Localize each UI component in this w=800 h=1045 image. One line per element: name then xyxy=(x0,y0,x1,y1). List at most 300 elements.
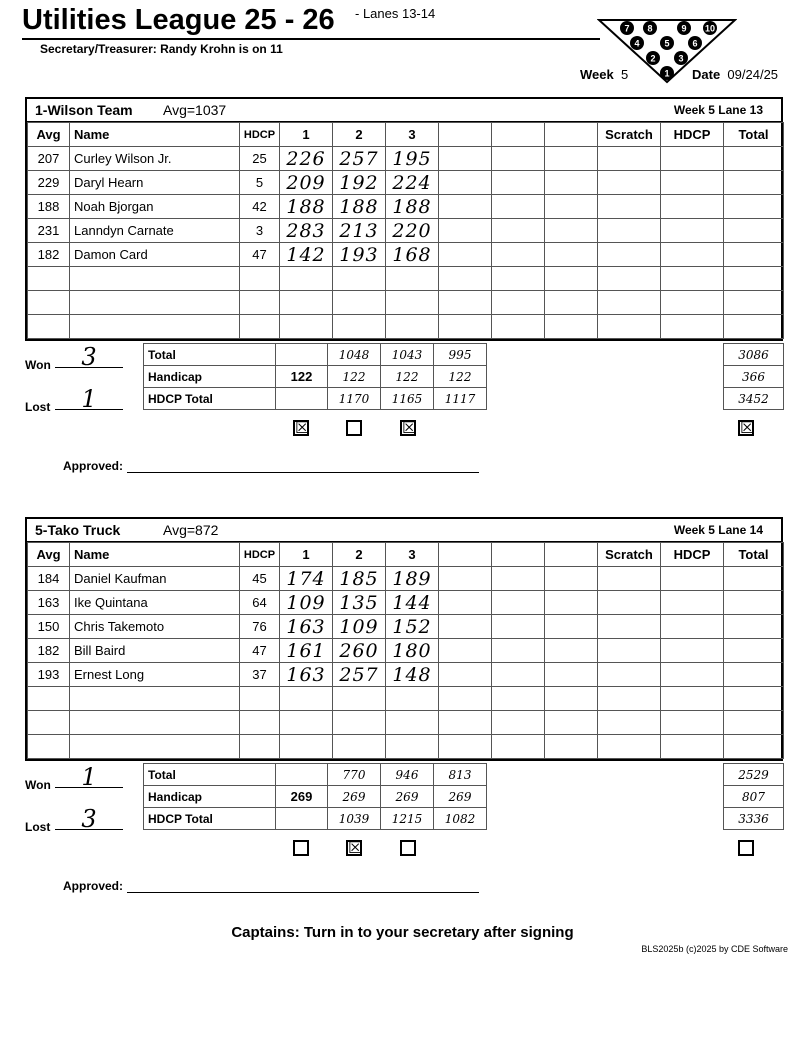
empty-cell[interactable] xyxy=(545,639,598,663)
empty-cell[interactable] xyxy=(724,711,784,735)
empty-cell[interactable] xyxy=(661,219,724,243)
empty-cell[interactable] xyxy=(598,315,661,339)
empty-cell[interactable] xyxy=(598,195,661,219)
game-2-score[interactable]: 185 xyxy=(333,567,386,591)
approved-signature-line[interactable] xyxy=(127,458,479,473)
bowler-average: 231 xyxy=(28,219,70,243)
game-3-score[interactable]: 144 xyxy=(386,591,439,615)
empty-cell[interactable] xyxy=(492,219,545,243)
bowler-handicap: 45 xyxy=(240,567,280,591)
empty-cell[interactable] xyxy=(439,663,492,687)
win-checkbox-total[interactable] xyxy=(738,840,754,856)
bowler-name: Chris Takemoto xyxy=(70,615,240,639)
handicap-game-2[interactable]: 269 xyxy=(381,786,434,808)
game-1-header: 1 xyxy=(280,543,333,567)
empty-cell[interactable] xyxy=(386,315,439,339)
empty-cell[interactable] xyxy=(661,147,724,171)
empty-cell[interactable] xyxy=(240,735,280,759)
empty-cell[interactable] xyxy=(492,171,545,195)
empty-cell[interactable] xyxy=(439,267,492,291)
svg-text:9: 9 xyxy=(681,23,687,34)
empty-cell[interactable] xyxy=(240,291,280,315)
empty-cell[interactable] xyxy=(545,267,598,291)
captains-instruction: Captains: Turn in to your secretary after signing xyxy=(231,924,574,941)
bowler-name: Noah Bjorgan xyxy=(70,195,240,219)
empty-cell[interactable] xyxy=(598,687,661,711)
lost-field[interactable] xyxy=(55,385,123,413)
game-1-score[interactable]: 163 xyxy=(280,615,333,639)
handicap-series[interactable]: 366 xyxy=(724,366,784,388)
total-game-3[interactable]: 813 xyxy=(434,764,487,786)
empty-cell[interactable] xyxy=(492,567,545,591)
secretary-info: Secretary/Treasurer: Randy Krohn is on 11 xyxy=(40,42,283,56)
week-value: 5 xyxy=(620,67,629,82)
handicap-label: Handicap xyxy=(144,786,276,808)
bowler-average: 182 xyxy=(28,243,70,267)
pin-5-icon xyxy=(660,36,674,50)
svg-text:4: 4 xyxy=(634,38,640,49)
empty-cell[interactable] xyxy=(28,687,70,711)
game-3-score[interactable]: 220 xyxy=(386,219,439,243)
empty-cell[interactable] xyxy=(598,267,661,291)
empty-cell[interactable] xyxy=(439,243,492,267)
hdcp-header: HDCP xyxy=(240,123,280,147)
empty-cell[interactable] xyxy=(545,291,598,315)
empty-cell[interactable] xyxy=(439,291,492,315)
lost-label: Lost xyxy=(25,400,51,414)
empty-cell[interactable] xyxy=(70,711,240,735)
hdcp-total-series[interactable]: 3336 xyxy=(724,808,784,830)
empty-cell[interactable] xyxy=(545,195,598,219)
game-1-score[interactable]: 188 xyxy=(280,195,333,219)
team-average: Avg=872 xyxy=(163,522,219,538)
empty-cell[interactable] xyxy=(724,663,784,687)
hdcp-total-game-3[interactable]: 1117 xyxy=(434,388,487,410)
empty-cell[interactable] xyxy=(280,267,333,291)
empty-cell[interactable] xyxy=(70,315,240,339)
lost-field[interactable] xyxy=(55,805,123,833)
pin-10-icon xyxy=(703,21,717,35)
win-checkbox-g1[interactable]: ☒ xyxy=(295,418,310,437)
win-checkbox-g2[interactable] xyxy=(346,420,362,436)
hdcp-total-series[interactable]: 3452 xyxy=(724,388,784,410)
empty-cell[interactable] xyxy=(661,591,724,615)
game-1-score[interactable]: 163 xyxy=(280,663,333,687)
empty-cell[interactable] xyxy=(724,243,784,267)
handicap-game-3[interactable]: 269 xyxy=(434,786,487,808)
empty-cell[interactable] xyxy=(439,219,492,243)
empty-cell[interactable] xyxy=(545,315,598,339)
empty-cell[interactable] xyxy=(439,195,492,219)
total-header: Total xyxy=(724,543,784,567)
game-2-score[interactable]: 192 xyxy=(333,171,386,195)
empty-cell[interactable] xyxy=(661,687,724,711)
empty-cell[interactable] xyxy=(492,591,545,615)
empty-cell[interactable] xyxy=(724,735,784,759)
bowler-row xyxy=(28,147,784,171)
empty-cell xyxy=(276,808,328,830)
empty-cell[interactable] xyxy=(661,663,724,687)
svg-text:5: 5 xyxy=(664,38,670,49)
team-title-bar xyxy=(27,519,781,542)
handicap-game-1[interactable]: 269 xyxy=(328,786,381,808)
game-2-score[interactable]: 257 xyxy=(333,147,386,171)
won-value: 3 xyxy=(81,343,97,371)
empty-cell[interactable] xyxy=(70,687,240,711)
win-checkbox-g3[interactable]: ☒ xyxy=(402,418,417,437)
empty-cell[interactable] xyxy=(439,615,492,639)
handicap-game-1[interactable]: 122 xyxy=(328,366,381,388)
game-2-score[interactable]: 260 xyxy=(333,639,386,663)
bowler-average: 184 xyxy=(28,567,70,591)
empty-cell[interactable] xyxy=(545,591,598,615)
empty-cell[interactable] xyxy=(661,711,724,735)
game-1-score[interactable]: 283 xyxy=(280,219,333,243)
empty-cell[interactable] xyxy=(545,243,598,267)
total-game-3[interactable]: 995 xyxy=(434,344,487,366)
handicap-label: Handicap xyxy=(144,366,276,388)
spacer-cell xyxy=(487,764,724,786)
bowler-name: Ike Quintana xyxy=(70,591,240,615)
game-2-score[interactable]: 188 xyxy=(333,195,386,219)
bowler-handicap: 76 xyxy=(240,615,280,639)
empty-cell[interactable] xyxy=(545,687,598,711)
empty-cell[interactable] xyxy=(724,147,784,171)
pin-1-icon xyxy=(660,66,674,80)
empty-cell[interactable] xyxy=(724,687,784,711)
empty-cell[interactable] xyxy=(439,639,492,663)
game-1-header: 1 xyxy=(280,123,333,147)
win-checkbox-g1[interactable] xyxy=(293,840,309,856)
empty-cell[interactable] xyxy=(598,591,661,615)
empty-cell[interactable] xyxy=(28,735,70,759)
game-2-score[interactable]: 213 xyxy=(333,219,386,243)
empty-cell[interactable] xyxy=(386,711,439,735)
svg-text:6: 6 xyxy=(692,38,698,49)
pin-7-icon xyxy=(620,21,634,35)
bowler-row xyxy=(28,219,784,243)
spacer-cell xyxy=(487,808,724,830)
empty-cell[interactable] xyxy=(598,663,661,687)
empty-cell[interactable] xyxy=(492,663,545,687)
empty-cell[interactable] xyxy=(724,171,784,195)
empty-cell[interactable] xyxy=(661,615,724,639)
game-1-score[interactable]: 209 xyxy=(280,171,333,195)
empty-cell[interactable] xyxy=(280,291,333,315)
empty-cell[interactable] xyxy=(724,267,784,291)
bowler-row xyxy=(28,639,784,663)
pin-4-icon xyxy=(630,36,644,50)
total-series[interactable]: 3086 xyxy=(724,344,784,366)
bowler-average: 188 xyxy=(28,195,70,219)
game-3-score[interactable]: 188 xyxy=(386,195,439,219)
bowler-name: Daryl Hearn xyxy=(70,171,240,195)
empty-cell[interactable] xyxy=(724,291,784,315)
empty-cell[interactable] xyxy=(70,735,240,759)
handicap-series[interactable]: 807 xyxy=(724,786,784,808)
win-checkbox-g3[interactable] xyxy=(400,840,416,856)
empty-cell[interactable] xyxy=(661,567,724,591)
bowler-row xyxy=(28,735,784,759)
empty-cell[interactable] xyxy=(240,267,280,291)
handicap-row xyxy=(144,786,784,808)
game-3-score[interactable]: 180 xyxy=(386,639,439,663)
empty-cell[interactable] xyxy=(240,315,280,339)
empty-cell[interactable] xyxy=(280,687,333,711)
bowler-name: Damon Card xyxy=(70,243,240,267)
hdcp-total-label: HDCP Total xyxy=(144,808,276,830)
bowler-row xyxy=(28,591,784,615)
bowler-handicap: 37 xyxy=(240,663,280,687)
empty-cell[interactable] xyxy=(545,171,598,195)
bowler-handicap: 3 xyxy=(240,219,280,243)
empty-cell[interactable] xyxy=(545,711,598,735)
approved-signature-line[interactable] xyxy=(127,878,479,893)
total-game-1[interactable]: 770 xyxy=(328,764,381,786)
empty-cell[interactable] xyxy=(386,267,439,291)
empty-cell[interactable] xyxy=(386,291,439,315)
lanes-range: - Lanes 13-14 xyxy=(355,6,436,21)
spacer-cell xyxy=(487,366,724,388)
empty-cell[interactable] xyxy=(661,735,724,759)
game-3-score[interactable]: 148 xyxy=(386,663,439,687)
bowler-row xyxy=(28,567,784,591)
empty-cell[interactable] xyxy=(240,711,280,735)
game-1-score[interactable]: 226 xyxy=(280,147,333,171)
empty-cell[interactable] xyxy=(439,591,492,615)
empty-header xyxy=(545,543,598,567)
empty-cell[interactable] xyxy=(439,711,492,735)
game-1-score[interactable]: 142 xyxy=(280,243,333,267)
game-3-score[interactable]: 195 xyxy=(386,147,439,171)
column-header-row xyxy=(28,123,784,147)
team-average: Avg=1037 xyxy=(163,102,227,118)
total-series[interactable]: 2529 xyxy=(724,764,784,786)
avg-header: Avg xyxy=(28,543,70,567)
game-3-score[interactable]: 224 xyxy=(386,171,439,195)
empty-cell[interactable] xyxy=(661,639,724,663)
pin-3-icon xyxy=(674,51,688,65)
empty-cell[interactable] xyxy=(439,735,492,759)
empty-cell xyxy=(276,388,328,410)
hdcp-total-row xyxy=(144,388,784,410)
bowler-row xyxy=(28,687,784,711)
empty-cell[interactable] xyxy=(661,291,724,315)
bowler-row xyxy=(28,615,784,639)
empty-cell[interactable] xyxy=(598,171,661,195)
bowler-name: Bill Baird xyxy=(70,639,240,663)
empty-cell[interactable] xyxy=(439,171,492,195)
won-field[interactable] xyxy=(55,763,123,791)
empty-cell[interactable] xyxy=(386,687,439,711)
team-score-table xyxy=(25,517,783,761)
pin-6-icon xyxy=(688,36,702,50)
empty-cell[interactable] xyxy=(70,291,240,315)
svg-text:2: 2 xyxy=(650,53,656,64)
game-2-header: 2 xyxy=(333,543,386,567)
hdcp-total-game-2[interactable]: 1215 xyxy=(381,808,434,830)
spacer-cell xyxy=(487,388,724,410)
game-3-score[interactable]: 189 xyxy=(386,567,439,591)
bowler-row xyxy=(28,195,784,219)
empty-cell[interactable] xyxy=(492,147,545,171)
empty-cell[interactable] xyxy=(492,711,545,735)
bowler-handicap: 25 xyxy=(240,147,280,171)
empty-cell[interactable] xyxy=(439,567,492,591)
empty-cell[interactable] xyxy=(280,711,333,735)
empty-cell[interactable] xyxy=(598,147,661,171)
team-name: 1-Wilson Team xyxy=(35,102,133,118)
bowler-name: Curley Wilson Jr. xyxy=(70,147,240,171)
empty-cell[interactable] xyxy=(724,591,784,615)
empty-cell[interactable] xyxy=(598,735,661,759)
empty-cell[interactable] xyxy=(492,267,545,291)
game-3-header: 3 xyxy=(386,123,439,147)
hdcp-header: HDCP xyxy=(240,543,280,567)
empty-cell[interactable] xyxy=(545,567,598,591)
empty-cell[interactable] xyxy=(240,687,280,711)
win-checkbox-g2[interactable]: ☒ xyxy=(348,838,363,857)
empty-cell[interactable] xyxy=(333,711,386,735)
league-title: Utilities League 25 - 26 xyxy=(22,4,335,36)
empty-cell[interactable] xyxy=(492,735,545,759)
empty-cell[interactable] xyxy=(598,711,661,735)
empty-cell[interactable] xyxy=(661,315,724,339)
total-game-2[interactable]: 1043 xyxy=(381,344,434,366)
name-header: Name xyxy=(70,543,240,567)
game-1-score[interactable]: 161 xyxy=(280,639,333,663)
empty-header xyxy=(492,123,545,147)
empty-cell[interactable] xyxy=(724,315,784,339)
empty-cell[interactable] xyxy=(598,567,661,591)
approved-label: Approved: xyxy=(63,459,123,473)
hdcp-total-label: HDCP Total xyxy=(144,388,276,410)
date-value: 09/24/25 xyxy=(727,67,779,82)
empty-cell[interactable] xyxy=(492,315,545,339)
game-1-score[interactable]: 174 xyxy=(280,567,333,591)
win-checkbox-total[interactable]: ☒ xyxy=(740,418,755,437)
empty-cell[interactable] xyxy=(661,171,724,195)
empty-cell[interactable] xyxy=(492,291,545,315)
game-2-score[interactable]: 135 xyxy=(333,591,386,615)
pin-2-icon xyxy=(646,51,660,65)
game-1-score[interactable]: 109 xyxy=(280,591,333,615)
empty-cell[interactable] xyxy=(333,291,386,315)
empty-cell[interactable] xyxy=(661,195,724,219)
empty-cell[interactable] xyxy=(333,687,386,711)
empty-cell[interactable] xyxy=(598,639,661,663)
empty-cell[interactable] xyxy=(439,687,492,711)
empty-cell[interactable] xyxy=(333,735,386,759)
empty-cell[interactable] xyxy=(724,219,784,243)
game-3-score[interactable]: 168 xyxy=(386,243,439,267)
empty-cell[interactable] xyxy=(661,243,724,267)
empty-cell[interactable] xyxy=(545,219,598,243)
empty-cell[interactable] xyxy=(598,219,661,243)
hdcp-total-game-1[interactable]: 1039 xyxy=(328,808,381,830)
empty-cell[interactable] xyxy=(724,615,784,639)
empty-cell[interactable] xyxy=(724,195,784,219)
total-game-2[interactable]: 946 xyxy=(381,764,434,786)
totals-table xyxy=(143,343,784,410)
bowler-handicap: 47 xyxy=(240,243,280,267)
bowler-average: 229 xyxy=(28,171,70,195)
empty-cell[interactable] xyxy=(492,639,545,663)
empty-cell[interactable] xyxy=(70,267,240,291)
empty-header xyxy=(439,123,492,147)
empty-cell[interactable] xyxy=(280,735,333,759)
empty-cell[interactable] xyxy=(661,267,724,291)
lane-info: Week 5 Lane 13 xyxy=(673,103,763,117)
date-label: Date xyxy=(692,67,721,82)
empty-cell[interactable] xyxy=(492,195,545,219)
handicap-game-2[interactable]: 122 xyxy=(381,366,434,388)
handicap-row xyxy=(144,366,784,388)
empty-cell[interactable] xyxy=(545,663,598,687)
won-field[interactable] xyxy=(55,343,123,371)
empty-cell[interactable] xyxy=(545,147,598,171)
hdcp-total-header: HDCP xyxy=(661,543,724,567)
bowler-row xyxy=(28,171,784,195)
empty-cell[interactable] xyxy=(386,735,439,759)
spacer-cell xyxy=(487,344,724,366)
game-2-score[interactable]: 257 xyxy=(333,663,386,687)
empty-cell[interactable] xyxy=(28,315,70,339)
hdcp-total-game-1[interactable]: 1170 xyxy=(328,388,381,410)
empty-cell[interactable] xyxy=(28,267,70,291)
lost-value: 1 xyxy=(81,385,97,413)
empty-cell[interactable] xyxy=(28,711,70,735)
empty-cell[interactable] xyxy=(333,315,386,339)
empty-cell[interactable] xyxy=(598,243,661,267)
lane-info: Week 5 Lane 14 xyxy=(673,523,763,537)
empty-cell[interactable] xyxy=(439,315,492,339)
bowler-table xyxy=(27,542,784,759)
svg-text:10: 10 xyxy=(704,23,716,34)
bowler-row xyxy=(28,315,784,339)
empty-cell[interactable] xyxy=(724,639,784,663)
empty-header xyxy=(492,543,545,567)
empty-cell[interactable] xyxy=(598,615,661,639)
empty-cell[interactable] xyxy=(598,291,661,315)
handicap-game-3[interactable]: 122 xyxy=(434,366,487,388)
hdcp-total-game-2[interactable]: 1165 xyxy=(381,388,434,410)
empty-cell[interactable] xyxy=(545,615,598,639)
empty-cell xyxy=(276,764,328,786)
empty-cell[interactable] xyxy=(439,147,492,171)
empty-cell[interactable] xyxy=(492,687,545,711)
empty-cell[interactable] xyxy=(28,291,70,315)
game-2-score[interactable]: 193 xyxy=(333,243,386,267)
empty-cell[interactable] xyxy=(492,615,545,639)
hdcp-total-game-3[interactable]: 1082 xyxy=(434,808,487,830)
empty-cell[interactable] xyxy=(724,567,784,591)
game-2-score[interactable]: 109 xyxy=(333,615,386,639)
date-indicator xyxy=(692,67,778,82)
game-3-score[interactable]: 152 xyxy=(386,615,439,639)
empty-cell[interactable] xyxy=(333,267,386,291)
empty-cell[interactable] xyxy=(545,735,598,759)
bowler-row xyxy=(28,711,784,735)
empty-cell[interactable] xyxy=(492,243,545,267)
bowler-average: 207 xyxy=(28,147,70,171)
bowler-average: 193 xyxy=(28,663,70,687)
empty-cell[interactable] xyxy=(280,315,333,339)
total-game-1[interactable]: 1048 xyxy=(328,344,381,366)
svg-text:7: 7 xyxy=(624,23,630,34)
hdcp-total-row xyxy=(144,808,784,830)
bowler-handicap: 64 xyxy=(240,591,280,615)
